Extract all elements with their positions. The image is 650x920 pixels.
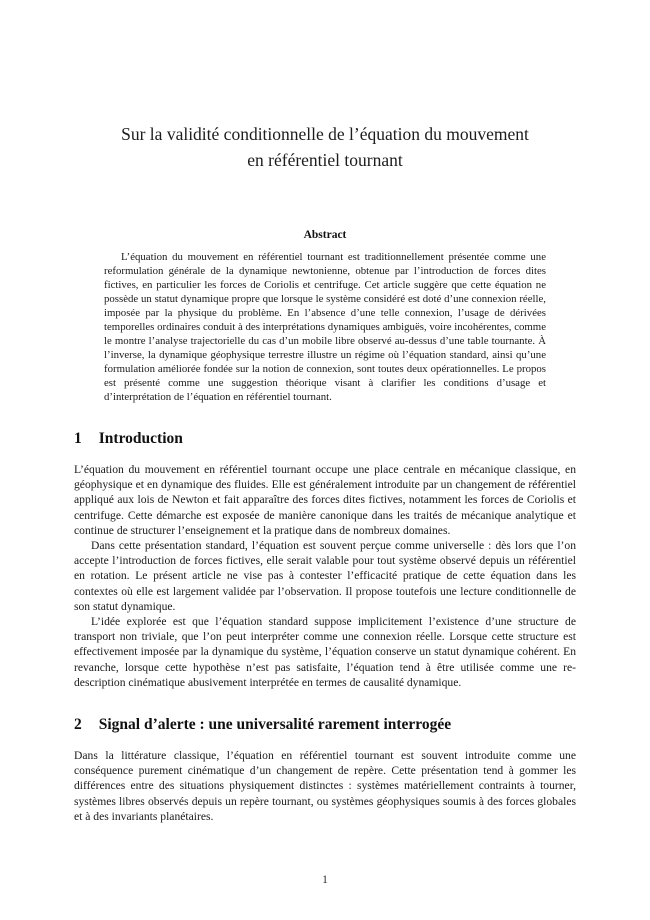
abstract-heading: Abstract xyxy=(303,229,347,241)
abstract-text: L’équation du mouvement en référentiel tournant est traditionnellement présentée comme une reformulation générale de la dynamique newtonienne, obtenue par l’introduction de forces dites fictives, en particulier les forces de Coriolis et centrifuge. Cet article suggère que cette équation ne possède un statut dynamique propre que lorsque le système considéré est doté d’une connexion réelle, imposée par la physique du problème. En l’absence d’une telle connexion, l’usage de dérivées temporelles ordinaires conduit à des interprétations dynamiques ambiguës, voire incohérentes, comme le montre l’analyse trajectorielle du cas d’un mobile libre observé au-dessus d’une table tournante. À l’inverse, la dynamique géophysique terrestre illustre un régime où l’équation standard, ainsi qu’une formulation améliorée fondée sur la notion de connexion, sont toutes deux opérationnelles. Le propos est présenté comme une suggestion théorique visant à clarifier les conditions d’usage et d’interprétation de l’équation en référentiel tournant. xyxy=(104,251,546,403)
paragraph: L’idée explorée est que l’équation standard suppose implicitement l’existence d’une structure de transport non triviale, que l’on peut interpréter comme une connexion réelle. Lorsque cette structure est effectivement imposée par la dynamique du système, l’équation conserve un statut dynamique cohérent. En revanche, lorsque cette hypothèse n’est pas satisfaite, l’équation tend à être utilisée comme une re-description cinématique abusivement interprétée en termes de causalité dynamique. xyxy=(74,615,576,689)
paper-title-line2: en référentiel tournant xyxy=(247,150,403,170)
page-number: 1 xyxy=(322,874,328,886)
paragraph: L’équation du mouvement en référentiel tournant occupe une place centrale en mécanique classique, en géophysique et en dynamique des fluides. Elle est généralement introduite par un changement de référentiel appliqué aux lois de Newton et fait apparaître des forces dites fictives, notamment les forces de Coriolis et centrifuge. Cette démarche est exposée de manière canonique dans les traités de mécanique analytique et continue de structurer l’enseignement et la pratique dans de nombreux domaines. xyxy=(74,463,576,537)
paper-title xyxy=(0,0,650,173)
section-number: 2 xyxy=(74,716,82,734)
section-title: Introduction xyxy=(98,430,183,447)
abstract-section xyxy=(0,229,650,404)
section-number: 1 xyxy=(74,430,82,447)
section-heading-signal-d-alerte xyxy=(74,716,576,734)
document-body xyxy=(74,430,576,824)
paper-title-line1: Sur la validité conditionnelle de l’équation du mouvement xyxy=(121,124,529,144)
paragraph: Dans la littérature classique, l’équation en référentiel tournant est souvent introduite comme une conséquence purement cinématique d’un changement de repère. Cette présentation tend à gommer les différences entre des situations physiquement distinctes : systèmes matériellement contraints à tourner, systèmes libres observés depuis un repère tournant, ou systèmes géophysiques soumis à des forces globales et à des invariants planétaires. xyxy=(74,749,576,823)
section-title: Signal d’alerte : une universalité rarement interrogée xyxy=(98,716,452,734)
paragraph: Dans cette présentation standard, l’équation est souvent perçue comme universelle : dès lors que l’on accepte l’introduction de forces fictives, elle serait valable pour tout système observé depuis un référentiel en rotation. Le présent article ne vise pas à contester l’efficacité pratique de cette équation dans les contextes où elle est largement validée par l’observation. Il propose toutefois une lecture conditionnelle de son statut dynamique. xyxy=(74,539,576,613)
section-heading-introduction xyxy=(74,430,576,448)
